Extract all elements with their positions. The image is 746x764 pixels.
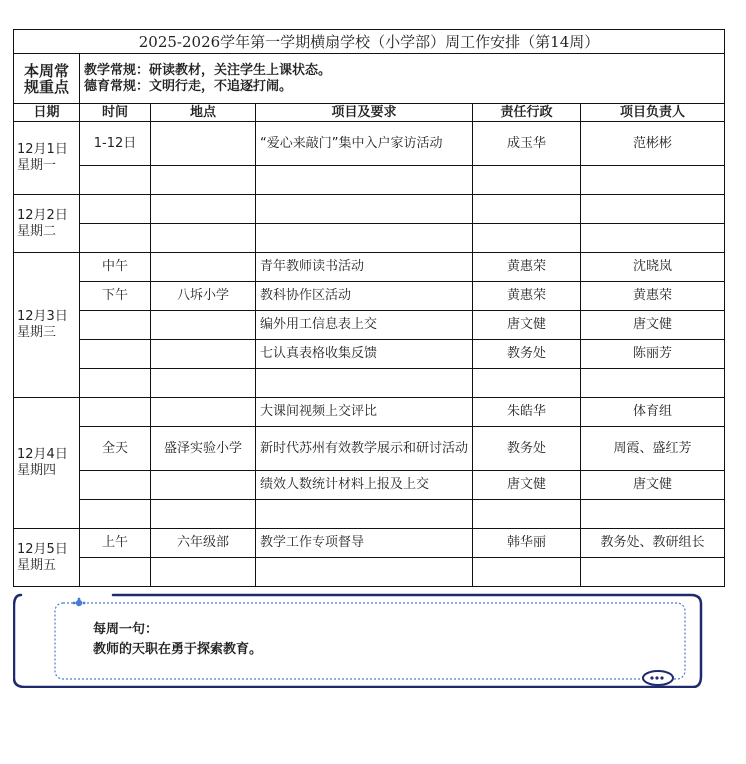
time-cell	[80, 340, 151, 369]
owner-cell: 范彬彬	[581, 122, 725, 166]
focus-label-line2: 规重点	[23, 77, 69, 96]
admin-cell: 唐文健	[473, 471, 581, 500]
day-date: 12月1日	[17, 142, 68, 157]
weekly-focus-content	[80, 54, 725, 104]
day-cell-thursday	[14, 398, 80, 529]
weekly-schedule-table	[13, 29, 725, 587]
item-cell: 教学工作专项督导	[256, 529, 473, 558]
decor-flower-icon	[73, 598, 86, 607]
place-cell	[151, 311, 256, 340]
table-row	[14, 122, 725, 166]
admin-cell: 教务处	[473, 427, 581, 471]
day-weekday: 星期三	[17, 325, 57, 340]
day-cell-monday	[14, 122, 80, 195]
time-cell	[80, 311, 151, 340]
table-row	[14, 340, 725, 369]
weekly-focus-label	[14, 54, 80, 104]
day-cell-wednesday	[14, 253, 80, 398]
quote-text: 教师的天职在勇于探索教育。	[93, 642, 263, 657]
header-place: 地点	[151, 104, 256, 122]
time-cell: 上午	[80, 529, 151, 558]
item-cell: 新时代苏州有效教学展示和研讨活动	[256, 427, 473, 471]
admin-cell: 教务处	[473, 340, 581, 369]
day-date: 12月5日	[17, 541, 68, 557]
table-row	[14, 195, 725, 224]
time-cell	[80, 471, 151, 500]
header-owner: 项目负责人	[581, 104, 725, 122]
time-cell: 下午	[80, 282, 151, 311]
header-time: 时间	[80, 104, 151, 122]
table-row	[14, 253, 725, 282]
admin-cell: 朱皓华	[473, 398, 581, 427]
table-row	[14, 398, 725, 427]
time-cell: 中午	[80, 253, 151, 282]
day-weekday: 星期一	[17, 158, 57, 173]
item-cell: 绩效人数统计材料上报及上交	[256, 471, 473, 500]
day-date: 12月2日	[17, 207, 68, 223]
admin-cell: 黄惠荣	[473, 282, 581, 311]
owner-cell: 陈丽芳	[581, 340, 725, 369]
item-cell: 编外用工信息表上交	[256, 311, 473, 340]
place-cell: 盛泽实验小学	[151, 427, 256, 471]
schedule-title: 2025-2026学年第一学期横扇学校（小学部）周工作安排（第14周）	[14, 30, 725, 54]
place-cell: 八坼小学	[151, 282, 256, 311]
owner-cell: 唐文健	[581, 471, 725, 500]
time-cell: 全天	[80, 427, 151, 471]
day-date: 12月4日	[17, 447, 68, 462]
table-row	[14, 529, 725, 558]
header-item: 项目及要求	[256, 104, 473, 122]
weekly-quote	[93, 620, 262, 660]
item-cell: “爱心来敲门”集中入户家访活动	[256, 122, 473, 166]
day-cell-friday	[14, 529, 80, 587]
header-date: 日期	[14, 104, 80, 122]
teaching-routine: 教学常规：研读教材，关注学生上课状态。	[84, 62, 332, 78]
header-admin: 责任行政	[473, 104, 581, 122]
quote-heading: 每周一句：	[93, 622, 159, 637]
focus-label-line1: 本周常	[23, 61, 69, 80]
table-row	[14, 471, 725, 500]
item-cell: 大课间视频上交评比	[256, 398, 473, 427]
owner-cell: 体育组	[581, 398, 725, 427]
owner-cell: 沈晓岚	[581, 253, 725, 282]
item-cell: 七认真表格收集反馈	[256, 340, 473, 369]
table-row	[14, 224, 725, 253]
table-row	[14, 166, 725, 195]
day-weekday: 星期四	[17, 463, 57, 478]
place-cell	[151, 471, 256, 500]
day-date: 12月3日	[17, 309, 68, 324]
admin-cell: 唐文健	[473, 311, 581, 340]
time-cell: 1-12日	[80, 122, 151, 166]
item-cell: 教科协作区活动	[256, 282, 473, 311]
place-cell: 六年级部	[151, 529, 256, 558]
table-row	[14, 500, 725, 529]
decor-ellipse-icon	[643, 671, 673, 685]
day-cell-tuesday	[14, 195, 80, 253]
owner-cell: 黄惠荣	[581, 282, 725, 311]
time-cell	[80, 398, 151, 427]
place-cell	[151, 340, 256, 369]
table-row	[14, 311, 725, 340]
item-cell: 青年教师读书活动	[256, 253, 473, 282]
day-weekday: 星期五	[17, 557, 57, 573]
table-row	[14, 427, 725, 471]
admin-cell: 黄惠荣	[473, 253, 581, 282]
owner-cell: 教务处、教研组长	[581, 529, 725, 558]
day-weekday: 星期二	[17, 223, 57, 239]
moral-routine: 德育常规：文明行走，不追逐打闹。	[84, 78, 293, 94]
table-row	[14, 282, 725, 311]
admin-cell: 韩华丽	[473, 529, 581, 558]
table-row	[14, 558, 725, 587]
owner-cell: 周霞、盛红芳	[581, 427, 725, 471]
table-row	[14, 369, 725, 398]
place-cell	[151, 253, 256, 282]
admin-cell: 成玉华	[473, 122, 581, 166]
place-cell	[151, 398, 256, 427]
owner-cell: 唐文健	[581, 311, 725, 340]
place-cell	[151, 122, 256, 166]
